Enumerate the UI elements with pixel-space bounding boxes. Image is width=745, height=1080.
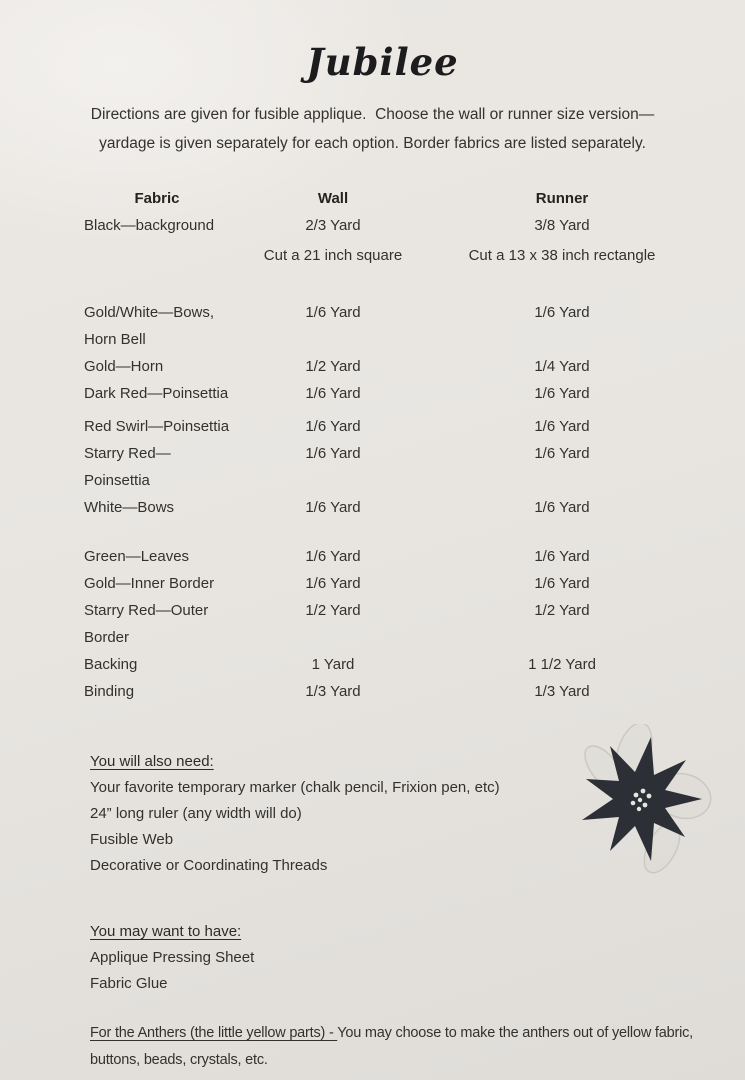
fabric-cell [84,242,230,269]
anthers-paragraph [90,1020,725,1074]
table-row [0,543,745,570]
yardage-group [0,543,745,705]
wall-cell: 1/6 Yard [305,445,361,462]
wall-cell: 1/6 Yard [305,385,361,402]
runner-cell: 1/6 Yard [534,499,590,516]
intro-line: yardage is given separately for each option. Border fabrics are listed separately. [99,135,646,152]
table-row [0,440,745,494]
table-row [0,299,745,353]
fabric-cell: Starry Red—Outer Border [84,602,209,646]
wall-cell: 1/6 Yard [305,418,361,435]
yardage-group [0,299,745,407]
runner-cell: 1/3 Yard [534,683,590,700]
may-want-list [90,945,745,997]
table-row [0,597,745,651]
list-item: Fabric Glue [90,975,168,992]
table-row [0,570,745,597]
wall-cell: 1/6 Yard [305,304,361,321]
table-header-row [0,185,745,212]
may-want-section [90,919,745,997]
table-row [0,353,745,380]
yardage-table [0,185,745,705]
runner-cell: 1/6 Yard [534,548,590,565]
wall-cell: 1/3 Yard [305,683,361,700]
fabric-cell: Red Swirl—Poinsettia [84,418,230,435]
fabric-cell: White—Bows [84,499,175,516]
also-need-heading: You will also need: [90,753,214,770]
poinsettia-illustration [570,724,718,876]
runner-cell: 1/6 Yard [534,418,590,435]
runner-column-header: Runner [535,190,589,207]
table-row [0,212,745,239]
intro-line: Directions are given for fusible applique. Choose the wall or runner size version— [90,106,655,123]
list-item: Fusible Web [90,831,174,848]
anthers-heading: For the Anthers (the little yellow parts) - [90,1025,338,1041]
runner-cell: 1 1/2 Yard [528,656,596,673]
fabric-cell: Starry Red—Poinsettia [84,445,171,489]
intro-paragraph [0,100,745,158]
yardage-group [0,212,745,269]
wall-cell: 1/2 Yard [305,602,361,619]
page-title: Jubilee [306,40,459,84]
runner-cell: Cut a 13 x 38 inch rectangle [468,247,656,264]
runner-cell: 1/6 Yard [534,304,590,321]
table-row [0,413,745,440]
list-item: 24” long ruler (any width will do) [90,805,302,822]
wall-column-header: Wall [317,190,349,207]
wall-cell: 1/6 Yard [305,548,361,565]
runner-cell: 1/2 Yard [534,602,590,619]
runner-cell: 1/6 Yard [534,575,590,592]
fabric-cell: Green—Leaves [84,548,190,565]
runner-cell: 3/8 Yard [534,217,590,234]
wall-cell: 1/2 Yard [305,358,361,375]
table-row [0,494,745,521]
table-row [0,242,745,269]
list-item: Your favorite temporary marker (chalk pencil, Frixion pen, etc) [90,779,500,796]
wall-cell: 2/3 Yard [305,217,361,234]
fabric-cell: Gold—Horn [84,358,164,375]
table-row [0,651,745,678]
runner-cell: 1/6 Yard [534,385,590,402]
yardage-table-body [0,212,745,705]
wall-cell: Cut a 21 inch square [263,247,403,264]
wall-cell: 1/6 Yard [305,575,361,592]
wall-cell: 1 Yard [311,656,355,673]
fabric-cell: Backing [84,656,138,673]
fabric-cell: Binding [84,683,135,700]
fabric-cell: Dark Red—Poinsettia [84,385,229,402]
table-row [0,678,745,705]
runner-cell: 1/6 Yard [534,445,590,462]
table-row [0,380,745,407]
wall-cell: 1/6 Yard [305,499,361,516]
fabric-column-header: Fabric [134,190,180,207]
fabric-cell: Gold—Inner Border [84,575,215,592]
fabric-cell: Black—background [84,217,215,234]
list-item: Decorative or Coordinating Threads [90,857,328,874]
yardage-group [0,413,745,521]
fabric-cell: Gold/White—Bows, Horn Bell [84,304,215,348]
list-item: Applique Pressing Sheet [90,949,255,966]
runner-cell: 1/4 Yard [534,358,590,375]
may-want-heading: You may want to have: [90,923,242,940]
anthers-text: You may choose to make the anthers out of yellow fabric, buttons, beads, crystals, etc. [90,1025,694,1068]
